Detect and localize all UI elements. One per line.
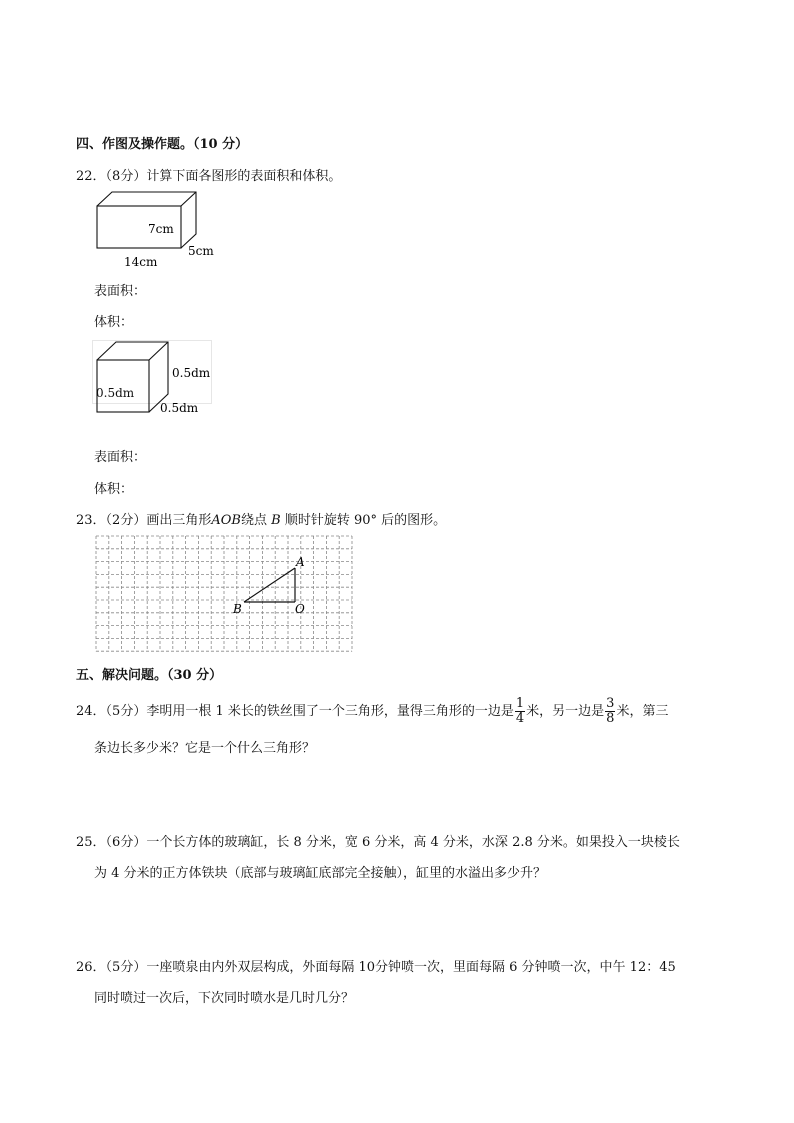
question-text: 一座喷泉由内外双层构成，外面每隔 10分钟喷一次，里面每隔 6 分钟喷一次，中午 12：45 bbox=[146, 960, 676, 975]
cuboid-length-label: 14cm bbox=[124, 255, 158, 269]
cube-length-label: 0.5dm bbox=[96, 386, 135, 400]
dashed-grid bbox=[96, 536, 352, 651]
question-score: （2分） bbox=[105, 513, 147, 528]
point-o-label: O bbox=[295, 602, 305, 616]
segment-ba bbox=[244, 568, 295, 602]
question-score: （6分） bbox=[105, 835, 147, 850]
question-number: 26． bbox=[76, 960, 106, 975]
question-text: 一个长方体的玻璃缸，长 8 分米，宽 6 分米，高 4 分米，水深 2.8 分米。如果投入一块棱长 bbox=[146, 835, 680, 850]
cuboid-width-label: 5cm bbox=[188, 244, 214, 258]
cuboid-figure bbox=[92, 190, 222, 270]
section-5-title: 五、解决问题。（30 分） bbox=[76, 668, 223, 683]
question-22-prompt bbox=[76, 165, 341, 184]
surface-area-label: 表面积： bbox=[94, 284, 147, 299]
volume-label-2: 体积： bbox=[94, 482, 134, 497]
question-text-c: 顺时针旋转 90° 后的图形。 bbox=[284, 513, 447, 528]
triangle-aob bbox=[244, 568, 295, 602]
question-number: 22． bbox=[76, 169, 106, 184]
question-24-line-1 bbox=[76, 697, 668, 726]
question-number: 23． bbox=[76, 513, 106, 528]
point-a-label: A bbox=[296, 555, 305, 569]
question-score: （5分） bbox=[105, 960, 147, 975]
rotation-point: B bbox=[271, 513, 281, 528]
triangle-name: AOB bbox=[211, 513, 241, 528]
question-text-a: 李明用一根 1 米长的铁丝围了一个三角形，量得三角形的一边是 bbox=[146, 704, 514, 719]
surface-area-label-2: 表面积： bbox=[94, 450, 147, 465]
question-26-line-1 bbox=[76, 956, 676, 975]
fraction-three-eighths: $\frac{3}{8}$ bbox=[606, 696, 615, 726]
question-score: （5分） bbox=[105, 704, 147, 719]
fraction-one-quarter: $\frac{1}{4}$ bbox=[515, 696, 525, 726]
question-text-c: 米，第三 bbox=[616, 704, 669, 719]
question-23-prompt bbox=[76, 509, 446, 528]
question-24-line-2: 条边长多少米？它是一个什么三角形？ bbox=[94, 741, 316, 756]
point-b-label: B bbox=[233, 602, 242, 616]
question-score: （8分） bbox=[105, 169, 147, 184]
question-25-line-2: 为 4 分米的正方体铁块（底部与玻璃缸底部完全接触），缸里的水溢出多少升？ bbox=[94, 866, 547, 881]
question-number: 25． bbox=[76, 835, 106, 850]
cube-width-label: 0.5dm bbox=[160, 401, 199, 415]
cuboid-height-label: 7cm bbox=[148, 222, 174, 236]
question-26-line-2: 同时喷过一次后，下次同时喷水是几时几分？ bbox=[94, 991, 355, 1006]
question-number: 24． bbox=[76, 704, 106, 719]
grid-figure bbox=[94, 534, 364, 654]
question-25-line-1 bbox=[76, 831, 680, 850]
question-text-b: 绕点 bbox=[240, 513, 267, 528]
volume-label: 体积： bbox=[94, 315, 134, 330]
section-4-title: 四、作图及操作题。（10 分） bbox=[76, 137, 249, 152]
cube-height-label: 0.5dm bbox=[172, 366, 211, 380]
question-text-b: 米，另一边是 bbox=[526, 704, 605, 719]
question-text-a: 画出三角形 bbox=[146, 513, 212, 528]
question-text: 计算下面各图形的表面积和体积。 bbox=[146, 169, 342, 184]
